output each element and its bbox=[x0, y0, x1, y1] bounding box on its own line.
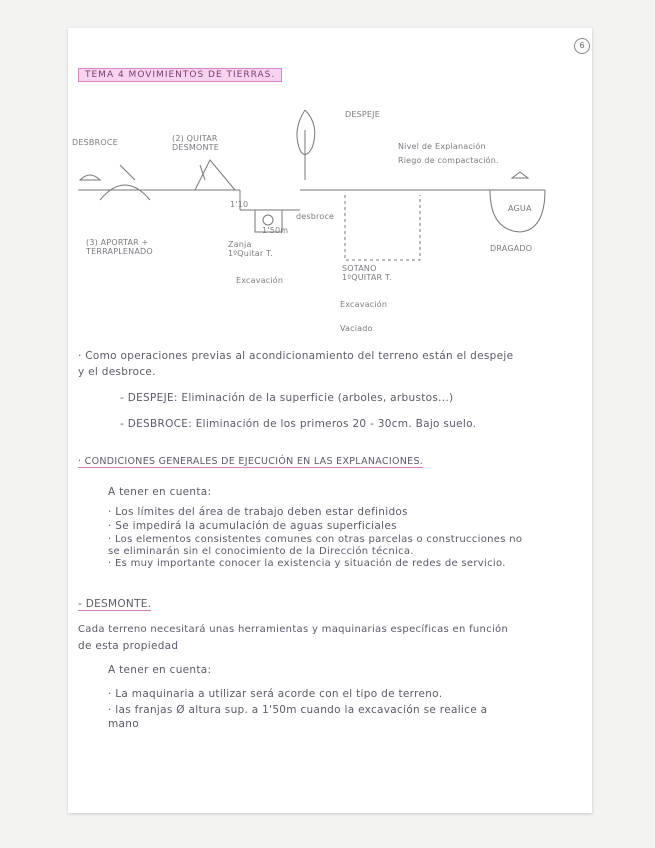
page-title: TEMA 4 MOVIMIENTOS DE TIERRAS. bbox=[78, 68, 282, 82]
fill-mound bbox=[100, 185, 150, 200]
pipe-circle bbox=[263, 215, 273, 225]
intro-line-1: · Como operaciones previas al acondicionamiento del terreno están el despeje bbox=[78, 350, 514, 362]
label-zanja: Zanja 1ºQuitar T. bbox=[228, 240, 274, 258]
label-excavacion-2: Excavación bbox=[340, 300, 388, 309]
condition-item: · Es muy importante conocer la existencia y situación de redes de servicio. bbox=[108, 558, 506, 569]
label-vaciado: Vaciado bbox=[340, 324, 373, 333]
label-riego: Riego de compactación. bbox=[398, 156, 499, 165]
label-dim-1-5: 1'50m bbox=[262, 226, 289, 235]
conditions-subheading: A tener en cuenta: bbox=[108, 486, 212, 498]
label-nivel: Nivel de Explanación bbox=[398, 142, 486, 151]
desmonte-item: · las franjas Ø altura sup. a 1'50m cuando la excavación se realice a bbox=[108, 704, 488, 716]
label-desbroce-under: desbroce bbox=[296, 212, 335, 221]
desmonte-heading: - DESMONTE. bbox=[78, 598, 152, 610]
label-dragado: DRAGADO bbox=[490, 244, 533, 253]
desmonte-item: · La maquinaria a utilizar será acorde con el tipo de terreno. bbox=[108, 688, 443, 700]
conditions-heading: · CONDICIONES GENERALES DE EJECUCIÓN EN LAS EXPLANACIONES. bbox=[78, 456, 424, 467]
label-dim-1-1: 1'10 bbox=[230, 200, 249, 209]
label-excavacion-1: Excavación bbox=[236, 276, 284, 285]
condition-item: · Se impedirá la acumulación de aguas superficiales bbox=[108, 520, 397, 532]
label-sotano: SOTANO 1ºQUITAR T. bbox=[342, 264, 392, 282]
desmonte-subheading: A tener en cuenta: bbox=[108, 664, 212, 676]
despeje-definition: - DESPEJE: Eliminación de la superficie (arboles, arbustos...) bbox=[120, 392, 454, 404]
machine-icon-left bbox=[80, 175, 100, 180]
arrow-1 bbox=[120, 165, 135, 180]
label-quitar-desmonte: (2) QUITAR DESMONTE bbox=[172, 134, 220, 152]
basement-outline bbox=[345, 195, 420, 260]
intro-line-2: y el desbroce. bbox=[78, 366, 156, 378]
condition-item: se eliminarán sin el conocimiento de la Dirección técnica. bbox=[108, 546, 414, 557]
page-number: 6 bbox=[574, 38, 590, 54]
desbroce-definition: - DESBROCE: Eliminación de los primeros 20 - 30cm. Bajo suelo. bbox=[120, 418, 477, 430]
label-despeje: DESPEJE bbox=[345, 110, 380, 119]
tree-crown bbox=[297, 110, 315, 155]
condition-item: · Los límites del área de trabajo deben estar definidos bbox=[108, 506, 408, 518]
desmonte-item: mano bbox=[108, 718, 139, 730]
label-desbroce-top: DESBROCE bbox=[72, 138, 118, 147]
label-agua: AGUA bbox=[508, 204, 532, 213]
label-aportar: (3) APORTAR + TERRAPLENADO bbox=[86, 238, 153, 256]
condition-item: · Los elementos consistentes comunes con otras parcelas o construcciones no bbox=[108, 534, 523, 545]
cut-mound bbox=[195, 160, 235, 190]
desmonte-para-1: Cada terreno necesitará unas herramientas y maquinarias específicas en función bbox=[78, 624, 509, 635]
desmonte-para-2: de esta propiedad bbox=[78, 640, 179, 652]
machine-icon-right bbox=[512, 172, 528, 178]
